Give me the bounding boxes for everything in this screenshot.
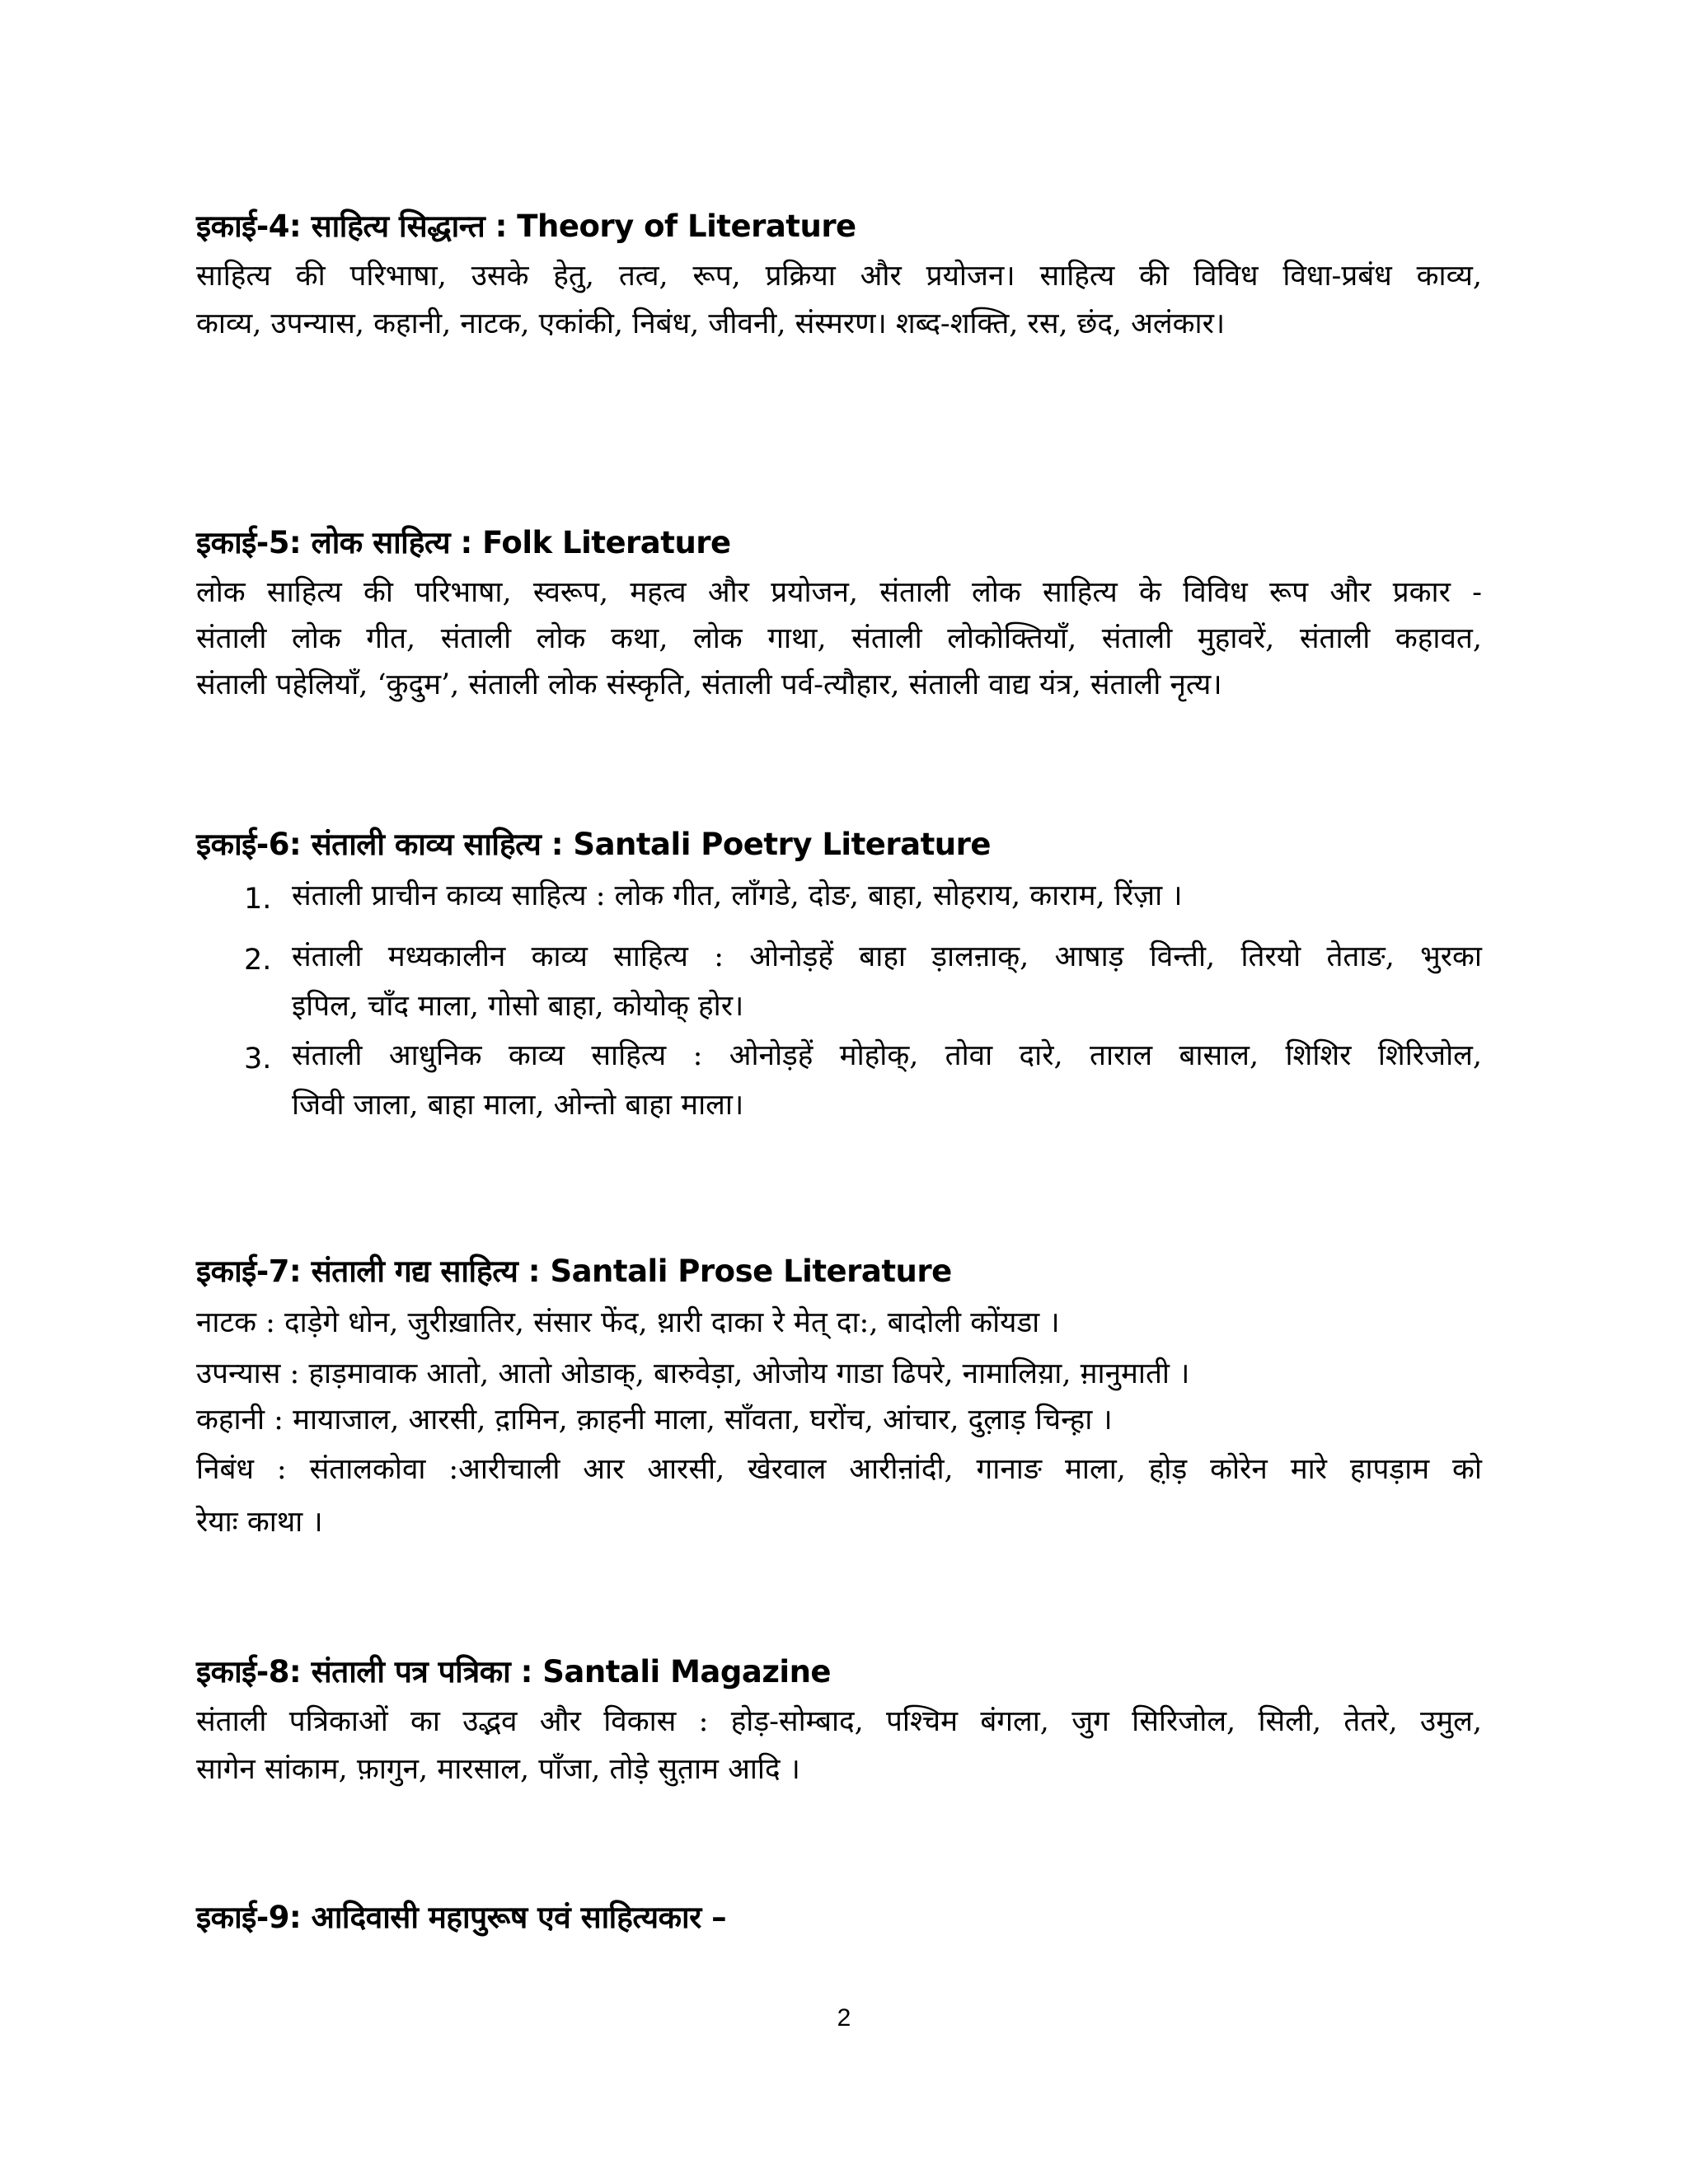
unit-4-line-2: काव्य, उपन्यास, कहानी, नाटक, एकांकी, निबंध, जीवनी, संस्मरण। शब्द-शक्ति, रस, छंद, अलंकार। <box>196 307 1226 340</box>
unit-5-heading: इकाई-5: लोक साहित्य : Folk Literature <box>196 525 731 560</box>
list-item-number: 2. <box>244 944 272 977</box>
unit-7-line-4: निबंध : संतालकोवा :आरीचाली आर आरसी, खेरवाल आरीऩांदी, गानाङ माला, हो़ड़ कोरेन मारे हापड़ाम को <box>196 1453 1482 1486</box>
list-item-number: 3. <box>244 1043 272 1076</box>
unit-5-line-1: लोक साहित्य की परिभाषा, स्वरूप, महत्व और प्रयोजन, संताली लोक साहित्य के विविध रूप और प्रकार - <box>196 576 1482 609</box>
list-item-text: इपिल, चाँद माला, गोसो बाहा, कोयोक् होर। <box>292 990 744 1023</box>
unit-7-line-3: कहानी : मायाजाल, आरसी, द़ामिन, क़ाहनी माला, साँवता, घरोंच, आंचार, दुल़ाड़ चिन्ह़ा । <box>196 1404 1113 1436</box>
unit-4-line-1: साहित्य की परिभाषा, उसके हेतु, तत्व, रूप, प्रक्रिया और प्रयोजन। साहित्य की विविध विधा-प्रबंध काव्य, <box>196 260 1482 293</box>
unit-6-heading: इकाई-6: संताली काव्य साहित्य : Santali Poetry Literature <box>196 827 991 862</box>
unit-8-line-1: संताली पत्रिकाओं का उद्भव और विकास : होड़-सोम्बाद, पश्चिम बंगला, जुग सिरिजोल, सिली, तेतरे, उमुल, <box>196 1705 1482 1738</box>
list-item-text: संताली प्राचीन काव्य साहित्य : लोक गीत, लाँगडे, दोङ, बाहा, सोहराय, काराम, रिंज़ा । <box>292 879 1183 912</box>
unit-5-line-3: संताली पहेलियाँ, ‘कुदुम’, संताली लोक संस्कृति, संताली पर्व-त्यौहार, संताली वाद्य यंत्र, संताली नृत्य। <box>196 668 1222 701</box>
unit-7-heading: इकाई-7: संताली गद्य साहित्य : Santali Prose Literature <box>196 1254 952 1289</box>
list-item-text: जिवी जाला, बाहा माला, ओन्तो बाहा माला। <box>292 1089 744 1122</box>
unit-9-heading: इकाई-9: आदिवासी महापुरूष एवं साहित्यकार – <box>196 1900 727 1935</box>
list-item-number: 1. <box>244 883 272 916</box>
list-item-text: संताली आधुनिक काव्य साहित्य : ओनोड़हें मोहोक्, तोवा दारे, ताराल बासाल, शिशिर शिरिजोल, <box>292 1039 1482 1072</box>
page-number: 2 <box>837 2004 851 2032</box>
unit-8-line-2: सागेन सांकाम, फ़ागुन, मारसाल, पाँजा, तोड़े सुत़ाम आदि । <box>196 1753 800 1786</box>
unit-7-line-1: नाटक : दाड़ेगे धोन, जुरीख़ातिर, संसार फेंद, थ़ारी दाका रे मेत् दा:, बादोली कोंयडा । <box>196 1306 1060 1339</box>
unit-5-line-2: संताली लोक गीत, संताली लोक कथा, लोक गाथा, संताली लोकोक्तियाँ, संताली मुहावरें, संताली कहावत, <box>196 622 1482 655</box>
unit-4-heading: इकाई-4: साहित्य सिद्धान्त : Theory of Literature <box>196 209 856 244</box>
unit-8-heading: इकाई-8: संताली पत्र पत्रिका : Santali Magazine <box>196 1654 832 1690</box>
list-item-text: संताली मध्यकालीन काव्य साहित्य : ओनोड़हें बाहा ड़ालऩाक्, आषाड़ विन्ती, तिरयो तेताङ, भुरका <box>292 940 1482 973</box>
unit-7-line-5: रेयाः काथा । <box>196 1506 323 1539</box>
unit-7-line-2: उपन्यास : हाड़मावाक आतो, आतो ओडाक्, बारुवेड़ा, ओजोय गाडा ढिपरे, नामालिय़ा, म़ानुमाती । <box>196 1357 1190 1390</box>
